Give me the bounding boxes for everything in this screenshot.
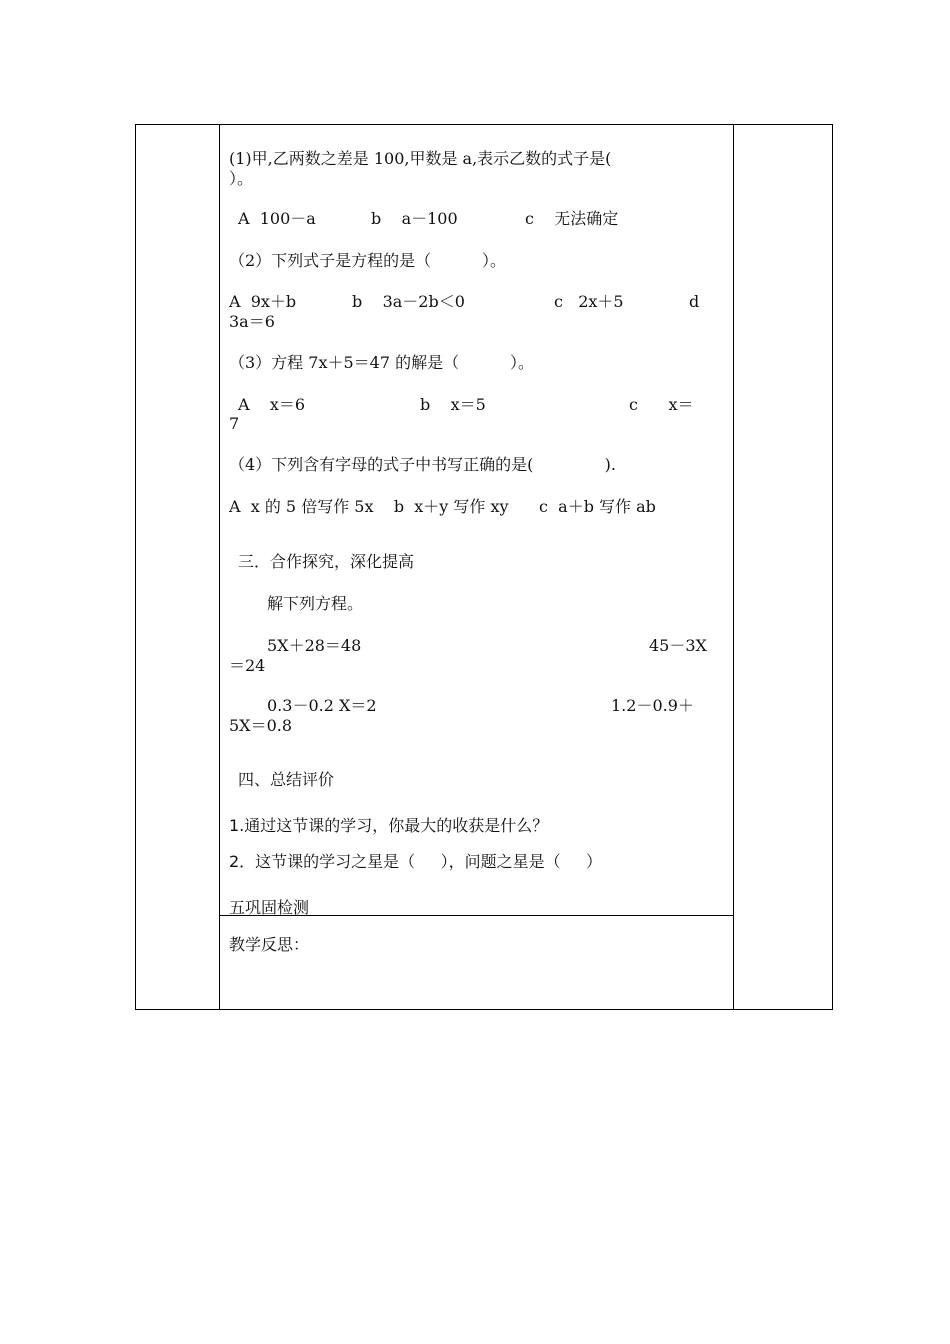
equation-2-part2: ＝24	[229, 656, 266, 675]
equation-3: 0.3－0.2 X＝2	[267, 696, 377, 715]
equation-2-part1: 45－3X	[649, 636, 707, 655]
q3-option-b: b x＝5	[420, 395, 486, 414]
q1-stem-line1: (1)甲,乙两数之差是 100,甲数是 a,表示乙数的式子是(	[229, 149, 612, 168]
q2-option-b: b 3a－2b＜0	[352, 292, 465, 311]
q3-option-c-value: 7	[229, 414, 240, 433]
equation-4-part2: 5X＝0.8	[229, 716, 293, 735]
q4-stem: （4）下列含有字母的式子中书写正确的是( ).	[229, 455, 616, 474]
summary-item-2: 2．这节课的学习之星是（ ），问题之星是（ ）	[229, 852, 603, 871]
q1-option-b: b a－100	[371, 209, 458, 228]
q2-option-d-value: 3a＝6	[229, 312, 275, 331]
equation-4-part1: 1.2－0.9＋	[611, 696, 694, 715]
section5-heading: 五巩固检测	[229, 898, 310, 917]
q2-stem: （2）下列式子是方程的是（ ）。	[229, 251, 507, 270]
section4-heading: 四、总结评价	[238, 770, 335, 789]
equation-1: 5X＋28＝48	[267, 636, 362, 655]
summary-item-1: 1.通过这节课的学习，你最大的收获是什么？	[229, 816, 549, 835]
section3-heading: 三．合作探究，深化提高	[238, 552, 415, 571]
q1-option-c: c 无法确定	[525, 209, 619, 228]
q3-option-c: c x＝	[629, 395, 694, 414]
q3-option-a: A x＝6	[238, 395, 306, 414]
q2-option-a: A 9x＋b	[229, 292, 297, 311]
q2-option-d: d	[689, 292, 700, 311]
q1-stem-line2: ）。	[229, 169, 254, 188]
q2-option-c: c 2x＋5	[554, 292, 624, 311]
q3-stem: （3）方程 7x＋5＝47 的解是（ ）。	[229, 353, 534, 372]
q1-option-a: A 100－a	[238, 209, 316, 228]
q4-options: A x 的 5 倍写作 5x b x＋y 写作 xy c a＋b 写作 ab	[229, 497, 656, 516]
column-divider-left	[219, 125, 220, 1009]
section3-instruction: 解下列方程。	[267, 594, 364, 613]
reflection-label: 教学反思：	[229, 935, 310, 954]
column-divider-right	[733, 125, 734, 1009]
